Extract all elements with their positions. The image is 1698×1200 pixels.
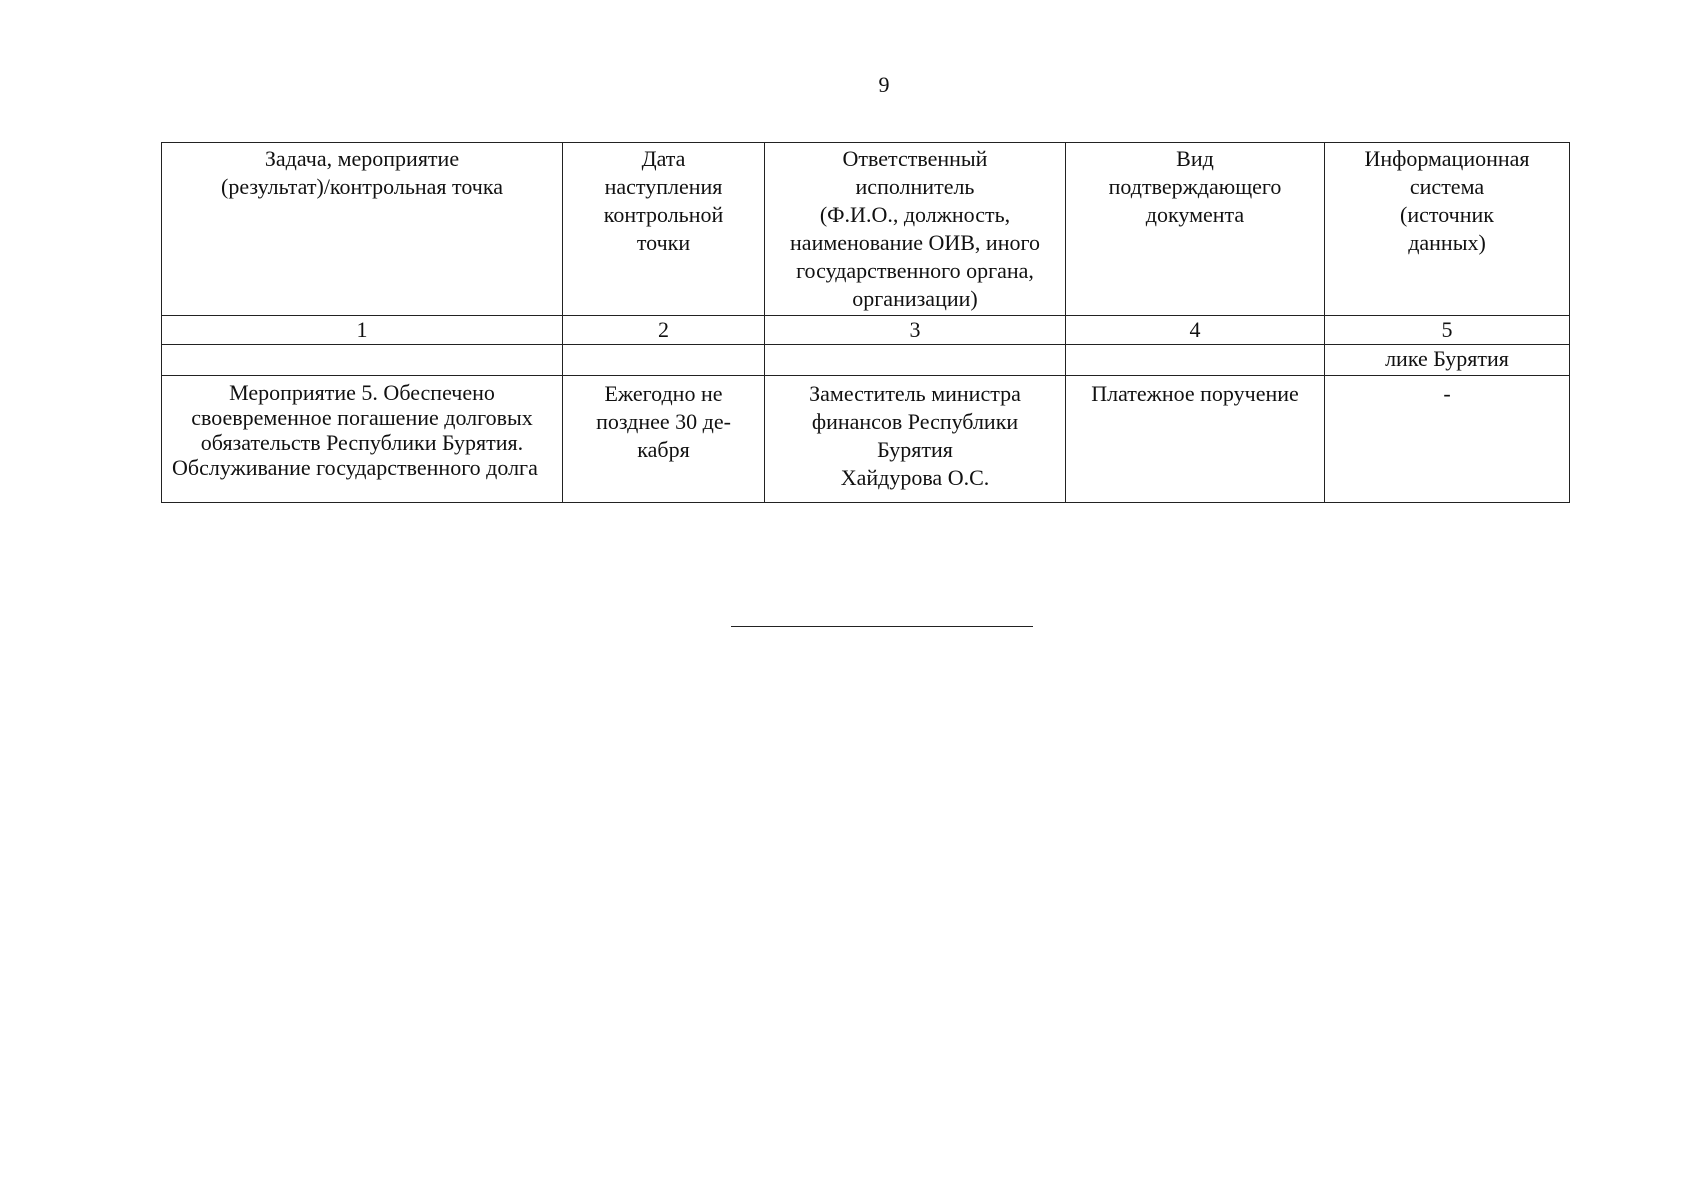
header-cell-task: Задача, мероприятие (результат)/контрольная точка	[162, 143, 563, 316]
column-number-cell: 4	[1066, 316, 1325, 345]
column-number-cell: 1	[162, 316, 563, 345]
control-points-table	[161, 142, 1570, 503]
continuation-row	[162, 345, 1570, 376]
header-cell-system: Информационная система (источник данных)	[1325, 143, 1570, 316]
page-number: 9	[878, 72, 890, 97]
document-cell: Платежное поручение	[1066, 376, 1325, 503]
table-row	[162, 376, 1570, 503]
column-number-cell: 3	[765, 316, 1066, 345]
table-header-row	[162, 143, 1570, 316]
header-cell-document: Вид подтверждающего документа	[1066, 143, 1325, 316]
continuation-cell	[563, 345, 765, 376]
system-cell: -	[1325, 376, 1570, 503]
continuation-cell: лике Бурятия	[1325, 345, 1570, 376]
responsible-cell: Заместитель министра финансов Республики Бурятия Хайдурова О.С.	[765, 376, 1066, 503]
column-number-row	[162, 316, 1570, 345]
column-number-cell: 5	[1325, 316, 1570, 345]
header-cell-date: Дата наступления контрольной точки	[563, 143, 765, 316]
closing-rule-divider	[731, 626, 1033, 627]
continuation-cell	[765, 345, 1066, 376]
continuation-cell	[162, 345, 563, 376]
continuation-cell	[1066, 345, 1325, 376]
header-cell-responsible: Ответственный исполнитель (Ф.И.О., должность, наименование ОИВ, иного государственного органа, организации)	[765, 143, 1066, 316]
column-number-cell: 2	[563, 316, 765, 345]
task-cell: Мероприятие 5. Обеспечено своевременное погашение долговых обязательств Республики Бурятия. Обслуживание государственного долга	[162, 376, 563, 503]
date-cell: Ежегодно не позднее 30 де- кабря	[563, 376, 765, 503]
